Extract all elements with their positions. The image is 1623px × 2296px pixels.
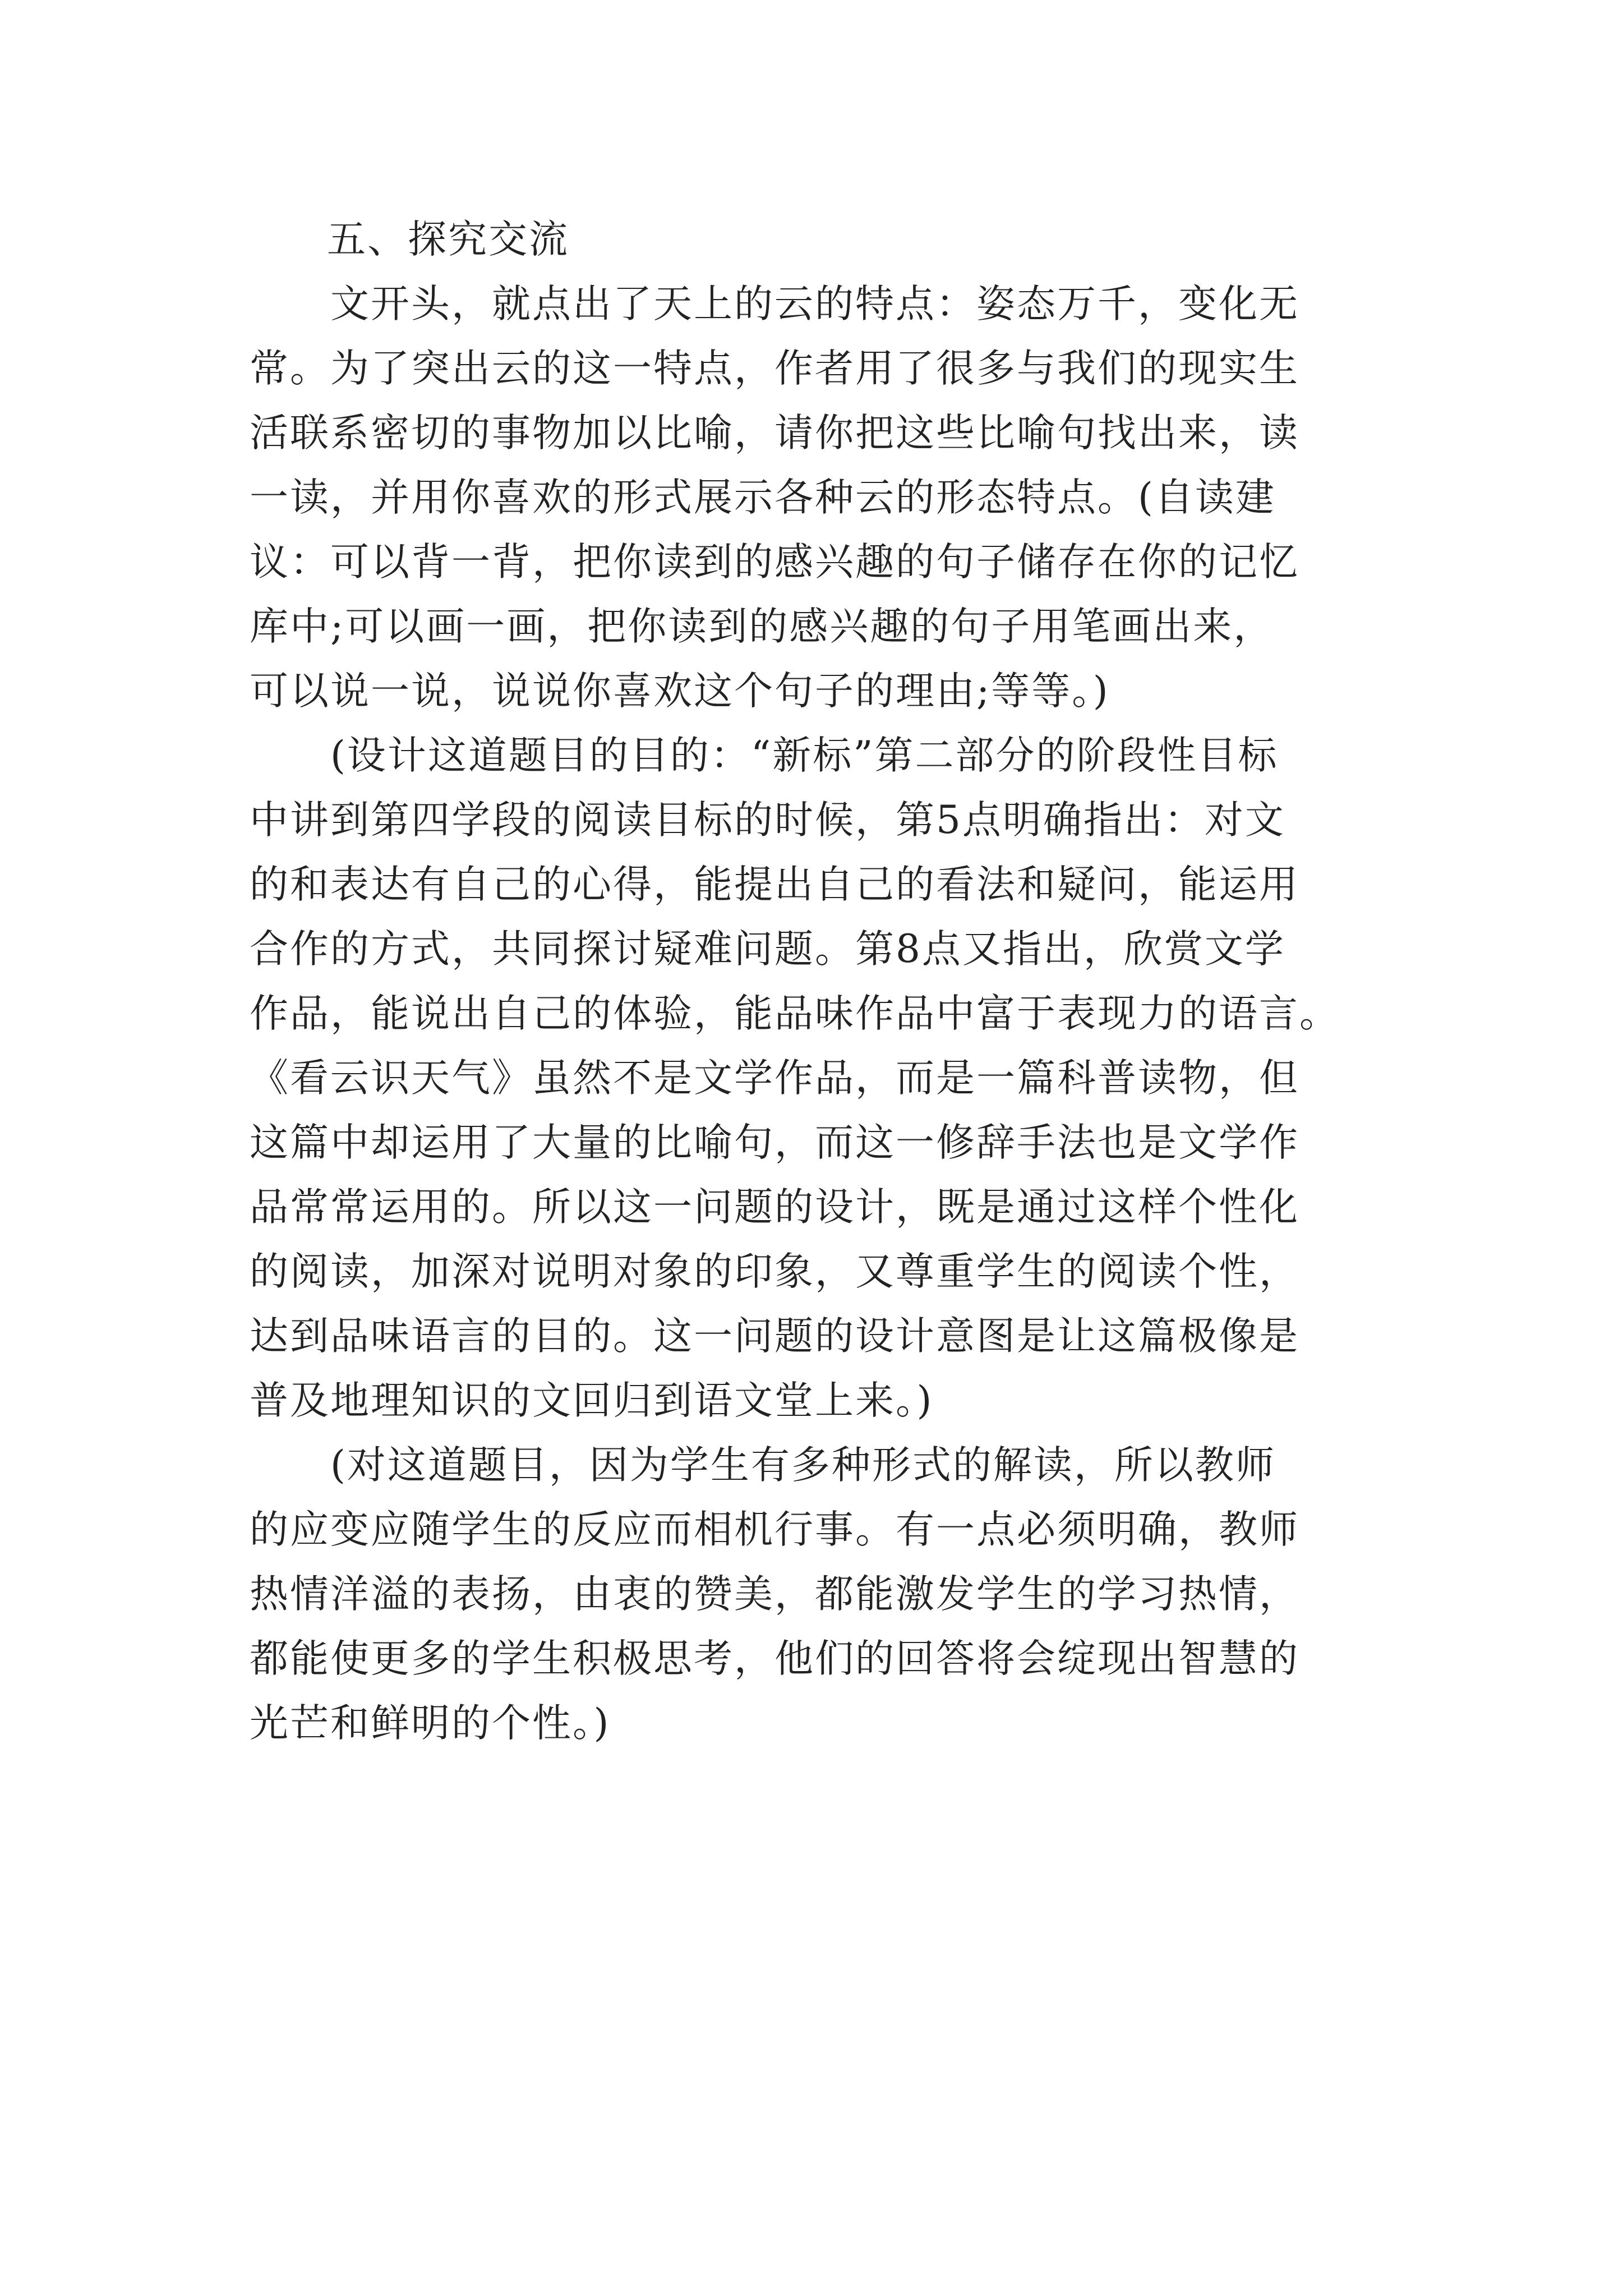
text-line: 文开头，就点出了天上的云的特点：姿态万千，变化无 bbox=[250, 282, 1299, 326]
text-line: 这篇中却运用了大量的比喻句，而这一修辞手法也是文学作 bbox=[250, 1120, 1299, 1165]
paragraph-1 bbox=[250, 272, 1388, 724]
text-line: 普及地理知识的文回归到语文堂上来。) bbox=[250, 1378, 934, 1423]
text-line: 《看云识天气》虽然不是文学作品，而是一篇科普读物，但 bbox=[250, 1056, 1299, 1101]
text-line: 议：可以背一背，把你读到的感兴趣的句子储存在你的记忆 bbox=[250, 540, 1299, 585]
text-line: 常。为了突出云的这一特点，作者用了很多与我们的现实生 bbox=[250, 346, 1299, 391]
text-line: 的阅读，加深对说明对象的印象，又尊重学生的阅读个性， bbox=[250, 1249, 1299, 1294]
text-line: 的和表达有自己的心得，能提出自己的看法和疑问，能运用 bbox=[250, 862, 1299, 907]
paragraph-2 bbox=[250, 724, 1388, 1433]
text-line: (设计这道题目的目的：“新标”第二部分的阶段性目标 bbox=[250, 733, 1279, 778]
text-line: 可以说一说，说说你喜欢这个句子的理由;等等。) bbox=[250, 669, 1110, 714]
text-line: 都能使更多的学生积极思考，他们的回答将会绽现出智慧的 bbox=[250, 1636, 1299, 1681]
text-line: 热情洋溢的表扬，由衷的赞美，都能激发学生的学习热情， bbox=[250, 1572, 1299, 1617]
text-line: 品常常运用的。所以这一问题的设计，既是通过这样个性化 bbox=[250, 1185, 1299, 1230]
text-line: 合作的方式，共同探讨疑难问题。第8点又指出，欣赏文学 bbox=[250, 927, 1285, 972]
text-line: 中讲到第四学段的阅读目标的时候，第5点明确指出：对文 bbox=[250, 798, 1285, 843]
section-heading: 五、探究交流 bbox=[327, 217, 569, 262]
text-line: 光芒和鲜明的个性。) bbox=[250, 1701, 611, 1746]
text-line: 的应变应随学生的反应而相机行事。有一点必须明确，教师 bbox=[250, 1507, 1299, 1552]
text-line: (对这道题目，因为学生有多种形式的解读，所以教师 bbox=[250, 1443, 1276, 1488]
text-line: 一读，并用你喜欢的形式展示各种云的形态特点。(自读建 bbox=[250, 475, 1276, 520]
text-line: 库中;可以画一画，把你读到的感兴趣的句子用笔画出来， bbox=[250, 604, 1274, 649]
paragraph-3 bbox=[250, 1433, 1388, 1756]
document-body bbox=[250, 208, 1388, 1756]
text-line: 作品，能说出自己的体验，能品味作品中富于表现力的语言。 bbox=[250, 991, 1340, 1036]
text-line: 达到品味语言的目的。这一问题的设计意图是让这篇极像是 bbox=[250, 1314, 1299, 1359]
text-line: 活联系密切的事物加以比喻，请你把这些比喻句找出来，读 bbox=[250, 411, 1299, 455]
